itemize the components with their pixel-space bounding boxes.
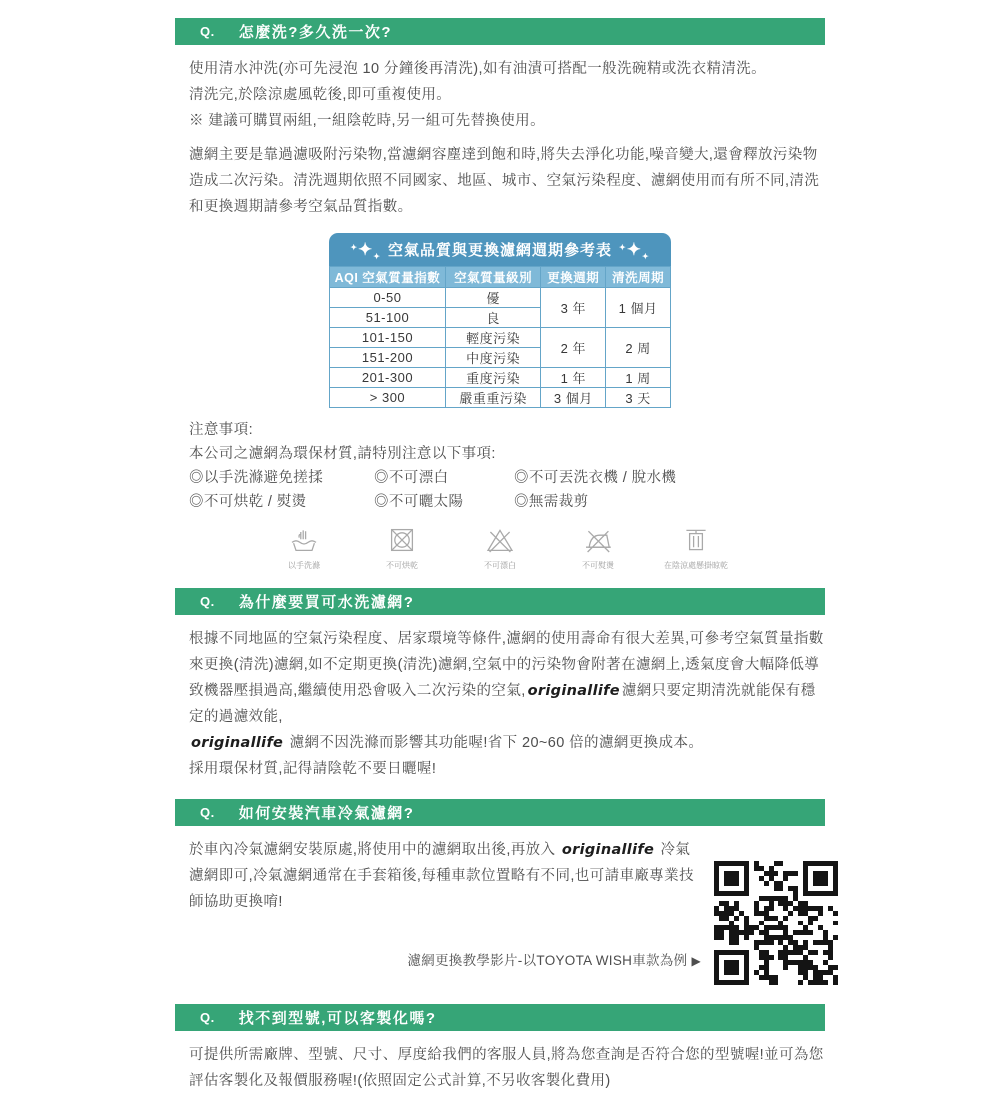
question-title: 找不到型號,可以客製化嗎?	[238, 1010, 437, 1027]
note-item: ◎不可烘乾 / 熨燙	[189, 494, 307, 510]
q-label: Q.	[200, 805, 215, 820]
install-text	[189, 837, 701, 915]
wash-instructions	[175, 56, 825, 134]
notes-grid	[189, 466, 825, 514]
care-label: 不可漂白	[484, 561, 516, 570]
wash-line-3: ※ 建議可購買兩組,一組陰乾時,另一組可先替換使用。	[189, 113, 545, 129]
question-header-why	[175, 588, 825, 615]
aqi-reference-table	[329, 233, 671, 408]
q-label: Q.	[200, 24, 215, 39]
install-text-1: 於車內冷氣濾網安裝原處,將使用中的濾網取出後,再放入	[189, 842, 560, 858]
table-row	[330, 288, 671, 308]
table-row	[330, 328, 671, 348]
question-title: 如何安裝汽車冷氣濾網?	[238, 805, 415, 822]
no-bleach-icon	[484, 524, 516, 556]
aqi-table-title-bar	[329, 233, 671, 266]
care-item	[268, 524, 340, 571]
play-icon: ▶	[691, 954, 701, 968]
care-icons-row	[175, 524, 825, 571]
wash-line-1: 使用清水沖洗(亦可先浸泡 10 分鐘後再清洗),如有油漬可搭配一般洗碗精或洗衣精清洗。	[189, 61, 767, 77]
question-header-install	[175, 799, 825, 826]
cell-aqi: 51-100	[330, 308, 446, 328]
why-text-1: 根據不同地區的空氣污染程度、居家環境等條件,濾網的使用壽命有很大差異,可參考空氣質量指數來更換(清洗)濾網,如不定期更換(清洗)濾網,空氣中的污染物會附著在濾網上,透氣度會大幅降低導致機器壓損過高,繼續使用恐會吸入二次污染的空氣,	[189, 631, 824, 699]
note-item: ◎以手洗滌避免搓揉	[189, 470, 324, 486]
col-replace-cycle: 更換週期	[541, 267, 606, 288]
col-wash-cycle: 清洗周期	[606, 267, 671, 288]
col-quality-level: 空氣質量級別	[445, 267, 540, 288]
note-item: ◎不可漂白	[374, 470, 449, 486]
install-text-2: 冷氣濾網即可,冷氣濾網通常在手套箱後,每種車款位置略有不同,也可請車廠專業技師協助更換唷!	[189, 842, 694, 910]
care-label: 不可烘乾	[386, 561, 418, 570]
cell-wash: 3 天	[606, 388, 671, 408]
cell-aqi: 101-150	[330, 328, 446, 348]
col-aqi-index: AQI 空氣質量指數	[330, 267, 446, 288]
section-why-washable	[175, 588, 825, 782]
q-label: Q.	[200, 1010, 215, 1025]
why-text-2: 濾網只要定期清洗就能保有穩定的過濾效能,	[189, 683, 816, 725]
qr-code	[714, 861, 838, 985]
cell-level: 嚴重重污染	[445, 388, 540, 408]
section-install	[175, 799, 825, 987]
wash-line-2: 清洗完,於陰涼處風乾後,即可重複使用。	[189, 87, 452, 103]
cell-wash: 1 周	[606, 368, 671, 388]
care-item	[464, 524, 536, 571]
care-item	[562, 524, 634, 571]
eco-reminder: 採用環保材質,記得請陰乾不要日曬喔!	[189, 761, 437, 777]
cell-replace: 3 年	[541, 288, 606, 328]
note-item: ◎不可曬太陽	[374, 494, 464, 510]
sparkle-icon: $^✦✦_✦$	[350, 240, 381, 261]
note-item: ◎不可丟洗衣機 / 脫水機	[514, 470, 677, 486]
table-row	[330, 368, 671, 388]
question-header-custom	[175, 1004, 825, 1031]
aqi-table	[329, 266, 671, 408]
care-label: 以手洗滌	[288, 561, 320, 570]
section-custom	[175, 1004, 825, 1094]
why-text-3: 濾網不因洗滌而影響其功能喔!省下 20~60 倍的濾網更換成本。	[285, 735, 704, 751]
cell-level: 良	[445, 308, 540, 328]
care-item	[366, 524, 438, 571]
notes-intro: 本公司之濾網為環保材質,請特別注意以下事項:	[189, 446, 496, 462]
table-row	[330, 388, 671, 408]
why-washable-text	[175, 626, 825, 782]
custom-text: 可提供所需廠牌、型號、尺寸、厚度給我們的客服人員,將為您查詢是否符合您的型號喔!並可為您評估客製化及報價服務喔!(依照固定公式計算,不另收客製化費用)	[189, 1047, 824, 1089]
q-label: Q.	[200, 594, 215, 609]
video-caption-text: 濾網更換教學影片-以TOYOTA WISH車款為例	[407, 953, 692, 968]
cell-replace: 2 年	[541, 328, 606, 368]
cell-level: 優	[445, 288, 540, 308]
cell-level: 輕度污染	[445, 328, 540, 348]
filter-explanation: 濾網主要是靠過濾吸附污染物,當濾網容塵達到飽和時,將失去淨化功能,噪音變大,還會釋放污染物造成二次污染。清洗週期依照不同國家、地區、城市、空氣污染程度、濾網使用而有所不同,清洗和更換週期請參考空氣品質指數。	[189, 147, 820, 215]
cell-replace: 1 年	[541, 368, 606, 388]
sparkle-icon: $^✦✦_✦$	[619, 240, 650, 261]
care-item	[660, 524, 732, 571]
care-label: 在陰涼處懸掛晾乾	[664, 561, 728, 570]
cell-aqi: 151-200	[330, 348, 446, 368]
hang-dry-icon	[680, 524, 712, 556]
notes-block	[175, 418, 825, 514]
notes-title: 注意事項:	[189, 422, 254, 438]
aqi-header-row	[330, 267, 671, 288]
care-label: 不可熨燙	[582, 561, 614, 570]
cell-level: 重度污染	[445, 368, 540, 388]
no-tumble-dry-icon	[386, 524, 418, 556]
no-iron-icon	[582, 524, 614, 556]
cell-aqi: 201-300	[330, 368, 446, 388]
brand-logo-text: originallife	[561, 842, 655, 858]
brand-logo-text: originallife	[527, 683, 620, 699]
video-caption	[189, 949, 701, 969]
cell-level: 中度污染	[445, 348, 540, 368]
question-header-wash	[175, 18, 825, 45]
cell-replace: 3 個月	[541, 388, 606, 408]
question-title: 怎麼洗?多久洗一次?	[238, 24, 393, 41]
cell-wash: 2 周	[606, 328, 671, 368]
question-title: 為什麼要買可水洗濾網?	[238, 594, 415, 611]
install-body	[175, 837, 825, 987]
note-item: ◎無需裁剪	[514, 494, 589, 510]
cell-wash: 1 個月	[606, 288, 671, 328]
aqi-table-title: 空氣品質與更換濾網週期參考表	[387, 242, 612, 259]
cell-aqi: > 300	[330, 388, 446, 408]
content-column	[175, 18, 825, 1094]
cell-aqi: 0-50	[330, 288, 446, 308]
brand-logo-text: originallife	[191, 735, 284, 751]
hand-wash-icon	[288, 524, 320, 556]
